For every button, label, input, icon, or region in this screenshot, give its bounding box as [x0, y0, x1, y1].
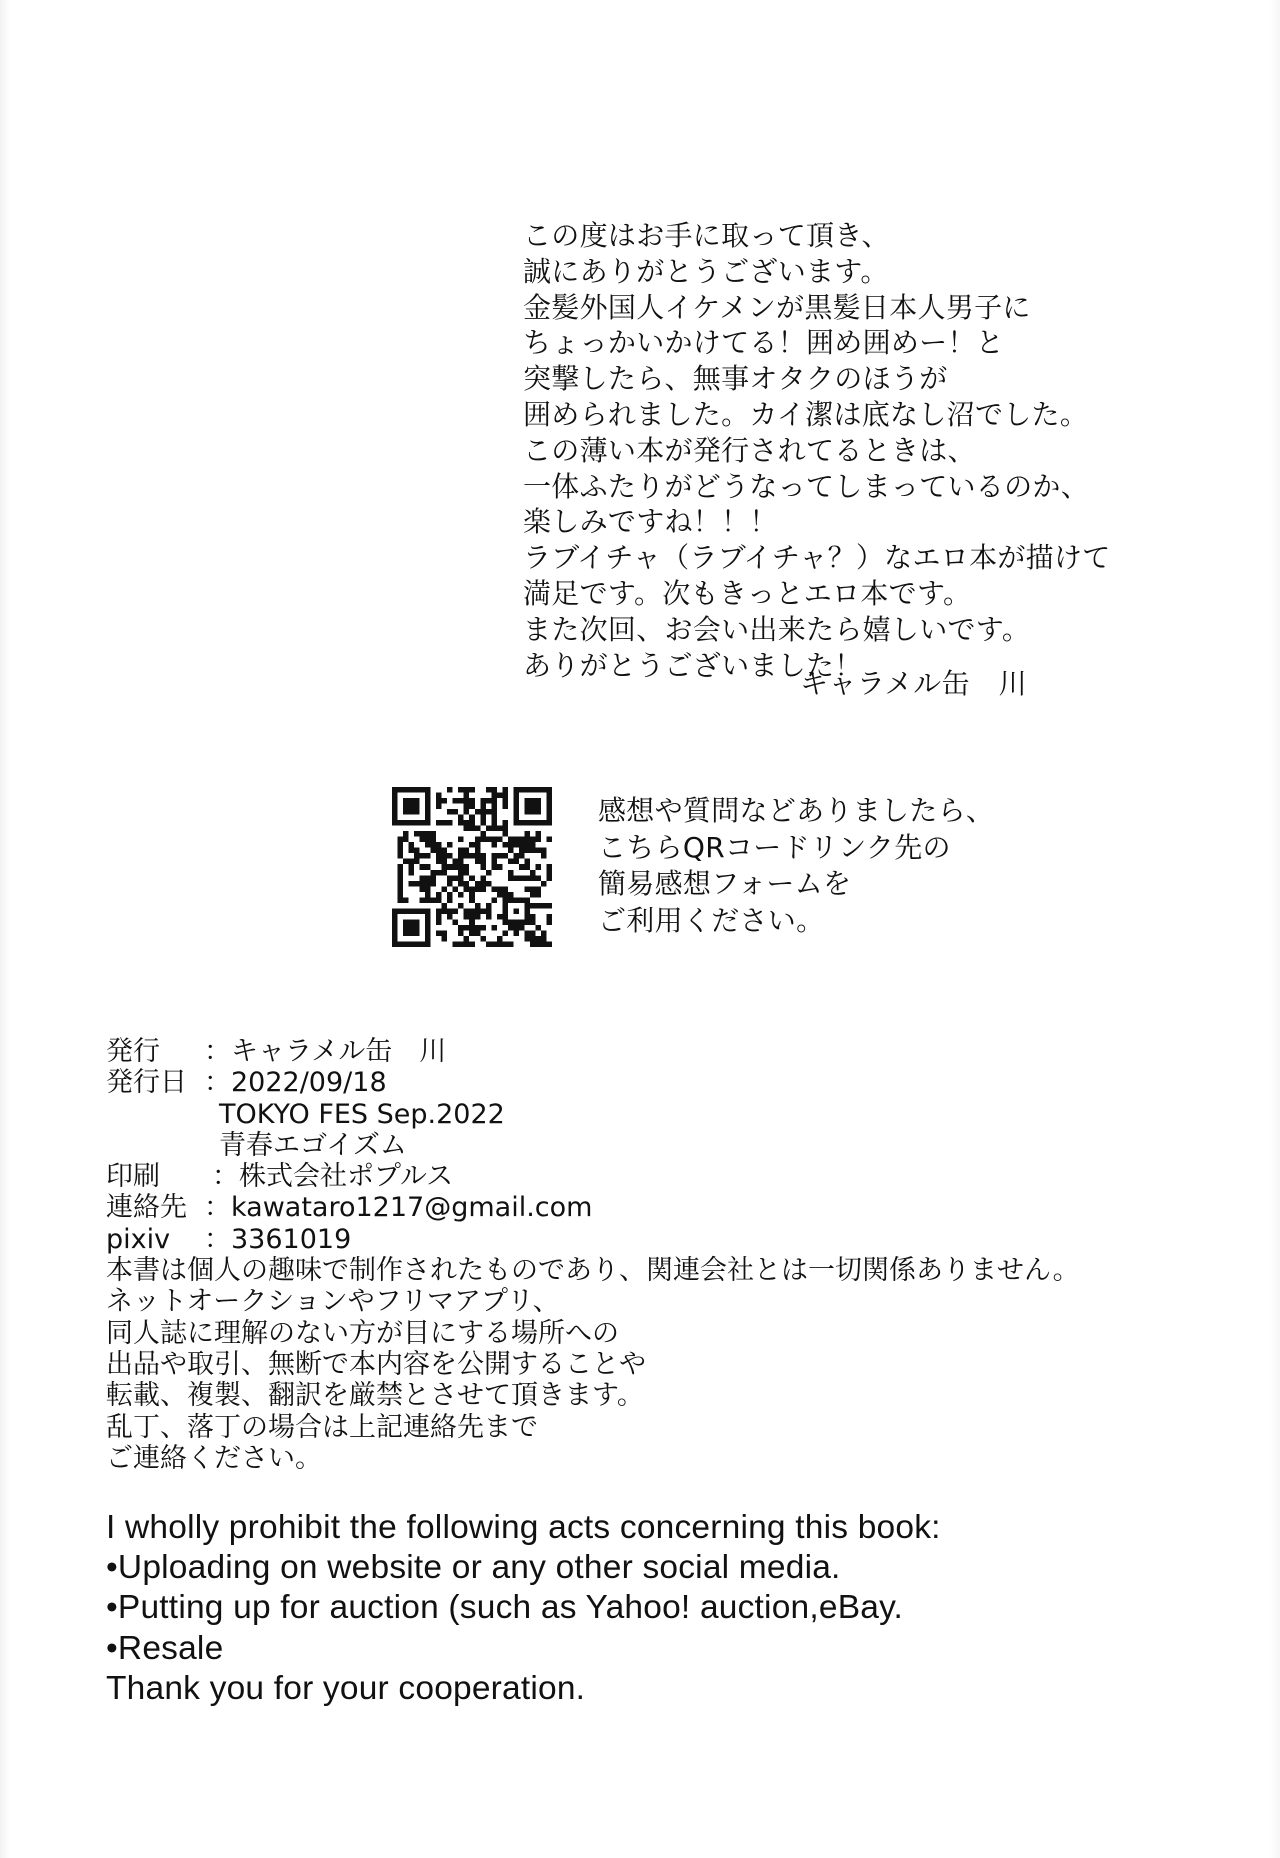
english-notice-line: •Uploading on website or any other social media. [106, 1549, 841, 1587]
feedback-line: 感想や質問などありましたら、 [598, 794, 995, 827]
printer-label: 印刷 [106, 1161, 160, 1193]
english-notice-line: •Putting up for auction (such as Yahoo! auction,eBay. [106, 1589, 904, 1627]
contact-label: 連絡先 [106, 1192, 187, 1224]
author-signature: キャラメル缶 川 [800, 667, 1028, 700]
publisher-value: ：キャラメル缶 川 [204, 1036, 447, 1067]
english-notice-line: •Resale [106, 1629, 224, 1667]
feedback-line: ご利用ください。 [598, 903, 825, 937]
date-label: 発行日 [106, 1067, 187, 1099]
feedback-line: こちらQRコードリンク先の [598, 830, 951, 864]
notice-line: ネットオークションやフリマアプリ、 [106, 1286, 560, 1318]
event-row [106, 1099, 1236, 1130]
afterword-line: 楽しみですね！！！ [523, 505, 778, 539]
afterword-line: ちょっかいかけてる！囲め囲めー！と [523, 326, 1005, 360]
afterword-line: 金髪外国人イケメンが黒髪日本人男子に [523, 290, 1031, 324]
qr-code-icon[interactable] [392, 787, 552, 947]
pixiv-label: pixiv [106, 1223, 171, 1255]
printer-row [106, 1161, 1236, 1192]
notice-line: 乱丁、落丁の場合は上記連絡先まで [106, 1411, 538, 1443]
pixiv-id[interactable]: ：3361019 [204, 1223, 352, 1255]
printer-value: ：株式会社ポプルス [212, 1161, 454, 1193]
date-row [106, 1067, 1236, 1098]
afterword-line: ラブイチャ（ラブイチャ？）なエロ本が描けて [523, 541, 1111, 575]
date-value: ：2022/09/18 [204, 1067, 387, 1099]
afterword-line: 誠にありがとうございます。 [523, 254, 889, 288]
afterword-line: 満足です。次もきっとエロ本です。 [523, 576, 972, 610]
contact-email[interactable]: ：kawataro1217@gmail.com [204, 1192, 593, 1224]
feedback-line: 簡易感想フォームを [598, 867, 852, 900]
english-prohibition-notice [106, 1508, 941, 1709]
feedback-caption [598, 793, 994, 939]
event-name: TOKYO FES Sep.2022 [219, 1098, 505, 1130]
english-notice-line: I wholly prohibit the following acts concerning this book: [106, 1509, 941, 1546]
afterword-line: 突撃したら、無事オタクのほうが [523, 362, 948, 396]
afterword-message [523, 218, 1143, 683]
notice-line: 出品や取引、無断で本内容を公開することや [106, 1348, 646, 1380]
english-notice-line: Thank you for your cooperation. [106, 1669, 586, 1707]
notice-line: 転載、複製、翻訳を厳禁とさせて頂きます。 [106, 1380, 644, 1412]
notice-line: 本書は個人の趣味で制作されたものであり、関連会社とは一切関係ありません。 [106, 1255, 1080, 1287]
afterword-line: この度はお手に取って頂き、 [523, 219, 890, 252]
afterword-line: 一体ふたりがどうなってしまっているのか、 [523, 469, 1090, 503]
afterword-line: また次回、お会い出来たら嬉しいです。 [523, 612, 1031, 646]
contact-row [106, 1192, 1236, 1223]
afterword-line: この薄い本が発行されてるときは、 [523, 433, 976, 467]
notice-line: ご連絡ください。 [106, 1442, 322, 1474]
afterword-line: ありがとうございました！ [523, 648, 863, 682]
event-sub-row [106, 1130, 1236, 1161]
pixiv-row [106, 1224, 1236, 1255]
publisher-label: 発行 [106, 1036, 160, 1067]
afterword-line: 囲められました。カイ潔は底なし沼でした。 [523, 397, 1089, 431]
colophon [106, 1036, 1236, 1474]
publisher-row [106, 1036, 1236, 1067]
notice-line: 同人誌に理解のない方が目にする場所への [106, 1317, 619, 1349]
event-subtitle: 青春エゴイズム [219, 1129, 407, 1161]
